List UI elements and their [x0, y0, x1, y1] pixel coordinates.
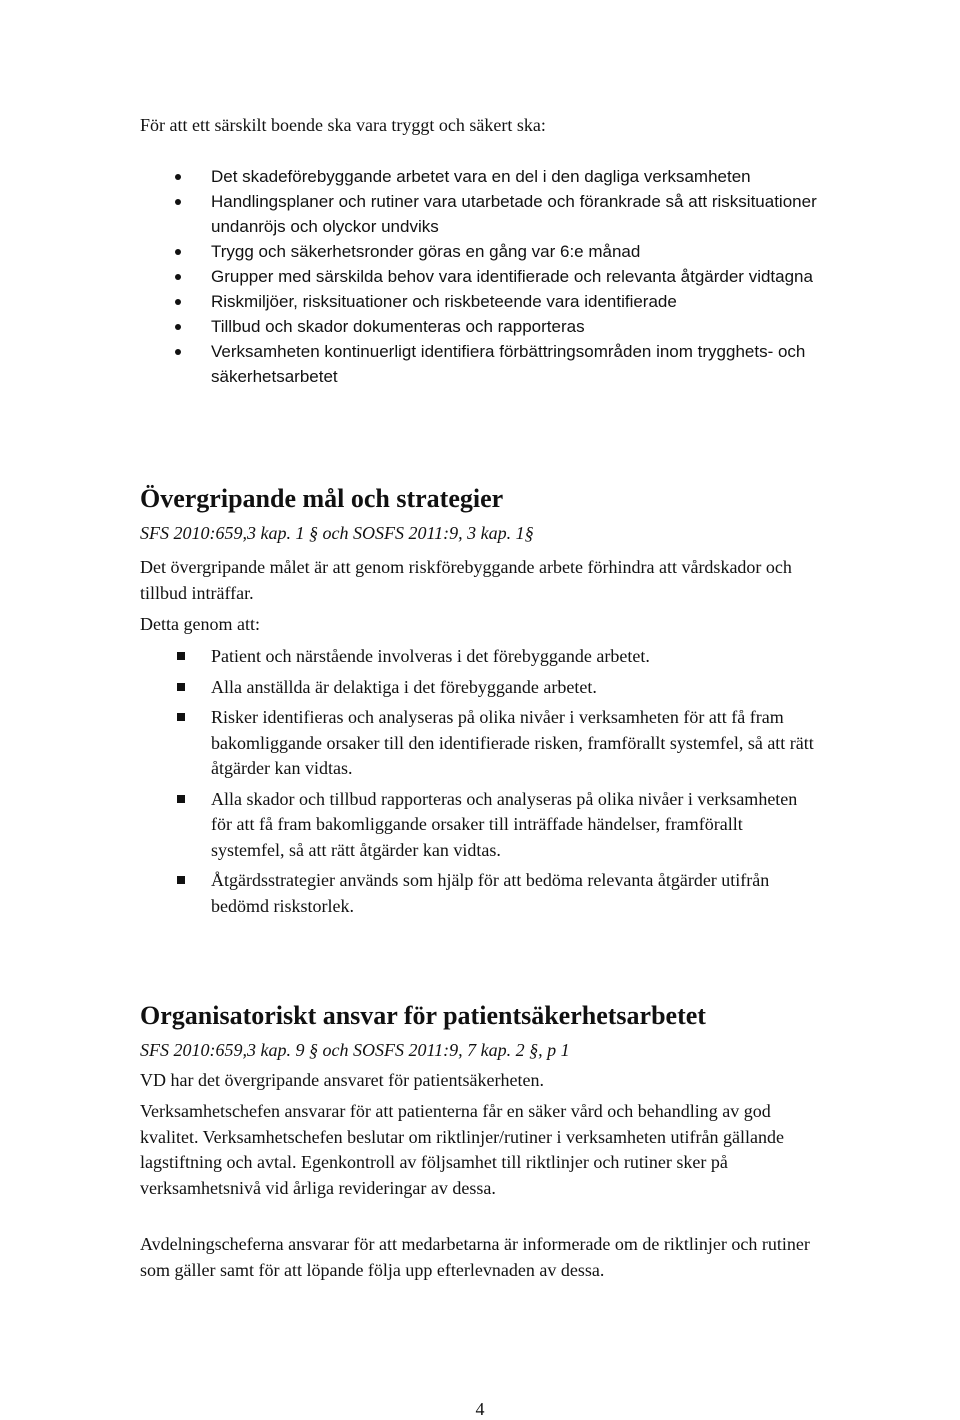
list-item: Alla anställda är delaktiga i det förebyggande arbetet.: [140, 675, 820, 701]
safety-bullet-list: [165, 164, 845, 389]
list-item: Åtgärdsstrategier används som hjälp för att bedöma relevanta åtgärder utifrån bedömd riskstorlek.: [140, 868, 820, 919]
list-item: Verksamheten kontinuerligt identifiera förbättringsområden inom trygghets- och säkerhetsarbetet: [165, 339, 845, 389]
square-bullet-icon: [177, 876, 185, 884]
list-item: Risker identifieras och analyseras på olika nivåer i verksamheten för att få fram bakomliggande orsaker till den identifierade risken, framförallt systemfel, så att rätt åtgärder kan vidtas.: [140, 705, 820, 782]
bullet-dot-icon: [175, 274, 181, 280]
strategy-list: [140, 644, 820, 924]
list-item: Tillbud och skador dokumenteras och rapporteras: [165, 314, 845, 339]
bullet-dot-icon: [175, 324, 181, 330]
intro-text: För att ett särskilt boende ska vara tryggt och säkert ska:: [140, 115, 546, 135]
square-bullet-icon: [177, 683, 185, 691]
verksamhetschef-paragraph: Verksamhetschefen ansvarar för att patienterna får en säker vård och behandling av god kvalitet. Verksamhetschefen beslutar om riktlinjer/rutiner i verksamheten utifrån gällande lagstiftning och avtal. Egenkontroll av följsamhet till riktlinjer och rutiner sker på verksamhetsnivå vid årliga revideringar av dessa.: [140, 1101, 784, 1198]
square-bullet-icon: [177, 795, 185, 803]
list-item: Trygg och säkerhetsronder göras en gång var 6:e månad: [165, 239, 845, 264]
list-item: Det skadeförebyggande arbetet vara en del i den dagliga verksamheten: [165, 164, 845, 189]
section-reference: SFS 2010:659,3 kap. 9 § och SOSFS 2011:9, 7 kap. 2 §, p 1: [140, 1040, 570, 1060]
list-item: Patient och närstående involveras i det förebyggande arbetet.: [140, 644, 820, 670]
vd-paragraph: VD har det övergripande ansvaret för patientsäkerheten.: [140, 1070, 544, 1090]
detta-text: Detta genom att:: [140, 614, 260, 634]
bullet-dot-icon: [175, 349, 181, 355]
square-bullet-icon: [177, 652, 185, 660]
section-reference: SFS 2010:659,3 kap. 1 § och SOSFS 2011:9, 3 kap. 1§: [140, 523, 534, 543]
section-heading-responsibility: Organisatoriskt ansvar för patientsäkerhetsarbetet: [140, 1001, 706, 1030]
avdelningschef-paragraph: Avdelningscheferna ansvarar för att medarbetarna är informerade om de riktlinjer och rutiner som gäller samt för att löpande följa upp efterlevnaden av dessa.: [140, 1234, 810, 1280]
goal-paragraph: Det övergripande målet är att genom riskförebyggande arbete förhindra att vårdskador och tillbud inträffar.: [140, 557, 792, 603]
bullet-dot-icon: [175, 299, 181, 305]
page-number: 4: [475, 1399, 485, 1419]
bullet-dot-icon: [175, 249, 181, 255]
list-item: Grupper med särskilda behov vara identifierade och relevanta åtgärder vidtagna: [165, 264, 845, 289]
square-bullet-icon: [177, 713, 185, 721]
list-item: Handlingsplaner och rutiner vara utarbetade och förankrade så att risksituationer undanröjs och olyckor undviks: [165, 189, 845, 239]
section-heading-goals: Övergripande mål och strategier: [140, 484, 504, 513]
list-item: Riskmiljöer, risksituationer och riskbeteende vara identifierade: [165, 289, 845, 314]
bullet-dot-icon: [175, 174, 181, 180]
list-item: Alla skador och tillbud rapporteras och analyseras på olika nivåer i verksamheten för att få fram bakomliggande orsaker till inträffade händelser, framförallt systemfel, så att rätt åtgärder kan vidtas.: [140, 787, 820, 864]
bullet-dot-icon: [175, 199, 181, 205]
